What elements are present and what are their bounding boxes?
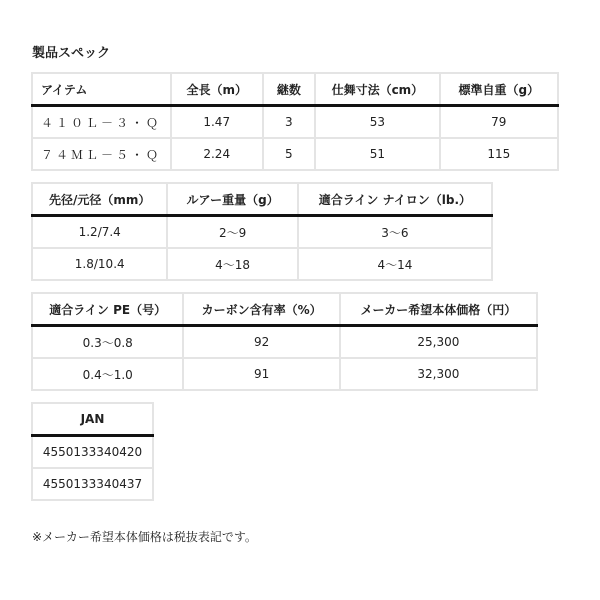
table-header-row xyxy=(32,403,153,436)
spec-table-basic xyxy=(31,72,559,171)
cell-lure-weight: 2〜9 xyxy=(167,216,297,249)
cell-tip-butt-diameter: 1.8/10.4 xyxy=(32,248,167,280)
cell-sections: 5 xyxy=(263,138,316,170)
cell-line-nylon: 4〜14 xyxy=(298,248,492,280)
table-row xyxy=(32,358,537,390)
cell-line-pe: 0.4〜1.0 xyxy=(32,358,183,390)
cell-carbon-content: 91 xyxy=(183,358,339,390)
price-footnote: ※メーカー希望本体価格は税抜表記です。 xyxy=(32,530,257,544)
header-price: メーカー希望本体価格（円） xyxy=(340,293,537,326)
spec-table-jan xyxy=(31,402,154,501)
cell-weight: 79 xyxy=(440,106,558,139)
table-row xyxy=(32,106,558,139)
cell-jan: 4550133340420 xyxy=(32,436,153,469)
section-title: 製品スペック xyxy=(32,46,111,61)
cell-jan: 4550133340437 xyxy=(32,468,153,500)
cell-sections: 3 xyxy=(263,106,316,139)
cell-line-pe: 0.3〜0.8 xyxy=(32,326,183,359)
cell-weight: 115 xyxy=(440,138,558,170)
cell-carbon-content: 92 xyxy=(183,326,339,359)
table-row xyxy=(32,436,153,469)
spec-table-tip-lure-line xyxy=(31,182,493,281)
cell-tip-butt-diameter: 1.2/7.4 xyxy=(32,216,167,249)
cell-line-nylon: 3〜6 xyxy=(298,216,492,249)
cell-item: ４１０Ｌ－３・Ｑ xyxy=(32,106,171,139)
table-row xyxy=(32,326,537,359)
header-closed-length: 仕舞寸法（cm） xyxy=(315,73,439,106)
table-header-row xyxy=(32,293,537,326)
header-tip-butt-diameter: 先径/元径（mm） xyxy=(32,183,167,216)
cell-lure-weight: 4〜18 xyxy=(167,248,297,280)
cell-length: 2.24 xyxy=(171,138,263,170)
table-header-row xyxy=(32,73,558,106)
header-weight: 標準自重（g） xyxy=(440,73,558,106)
table-header-row xyxy=(32,183,492,216)
cell-closed-length: 53 xyxy=(315,106,439,139)
header-line-pe: 適合ライン PE（号） xyxy=(32,293,183,326)
header-lure-weight: ルアー重量（g） xyxy=(167,183,297,216)
table-row xyxy=(32,468,153,500)
spec-table-pe-carbon-price xyxy=(31,292,538,391)
cell-closed-length: 51 xyxy=(315,138,439,170)
table-row xyxy=(32,248,492,280)
header-item: アイテム xyxy=(32,73,171,106)
header-length: 全長（m） xyxy=(171,73,263,106)
header-jan: JAN xyxy=(32,403,153,436)
cell-length: 1.47 xyxy=(171,106,263,139)
table-row xyxy=(32,216,492,249)
header-carbon-content: カーボン含有率（%） xyxy=(183,293,339,326)
cell-price: 25,300 xyxy=(340,326,537,359)
cell-item: ７４ＭＬ－５・Ｑ xyxy=(32,138,171,170)
table-row xyxy=(32,138,558,170)
header-sections: 継数 xyxy=(263,73,316,106)
cell-price: 32,300 xyxy=(340,358,537,390)
header-line-nylon: 適合ライン ナイロン（lb.） xyxy=(298,183,492,216)
